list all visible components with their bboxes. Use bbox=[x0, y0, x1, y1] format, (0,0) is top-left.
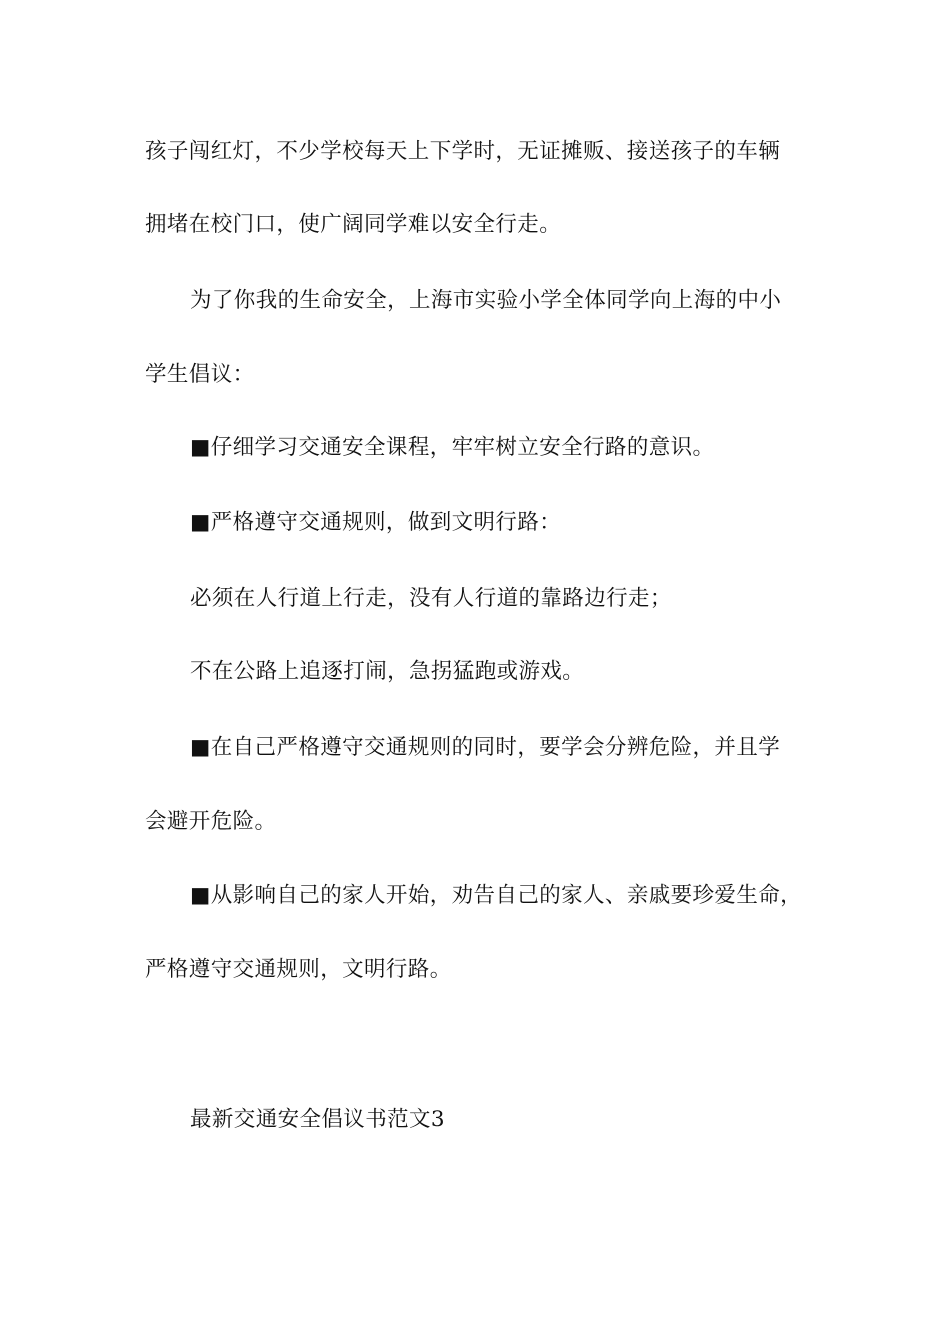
paragraph-line: 孩子闯红灯，不少学校每天上下学时，无证摊贩、接送孩子的车辆 bbox=[145, 139, 781, 164]
bullet-item: ■仔细学习交通安全课程，牢牢树立安全行路的意识。 bbox=[190, 435, 715, 460]
section-heading: 最新交通安全倡议书范文3 bbox=[190, 1107, 445, 1132]
paragraph-line: 不在公路上追逐打闹，急拐猛跑或游戏。 bbox=[190, 659, 585, 684]
paragraph-line: 为了你我的生命安全，上海市实验小学全体同学向上海的中小 bbox=[190, 288, 782, 313]
paragraph-line: 会避开危险。 bbox=[145, 809, 277, 834]
paragraph-line: 必须在人行道上行走，没有人行道的靠路边行走； bbox=[190, 586, 672, 611]
bullet-item: ■在自己严格遵守交通规则的同时，要学会分辨危险，并且学 bbox=[190, 735, 781, 760]
paragraph-line: 严格遵守交通规则，文明行路。 bbox=[145, 957, 452, 982]
paragraph-line: 拥堵在校门口，使广阔同学难以安全行走。 bbox=[145, 212, 562, 237]
paragraph-line: 学生倡议： bbox=[145, 362, 255, 387]
bullet-item: ■严格遵守交通规则，做到文明行路： bbox=[190, 510, 562, 535]
bullet-item: ■从影响自己的家人开始，劝告自己的家人、亲戚要珍爱生命， bbox=[190, 883, 803, 908]
